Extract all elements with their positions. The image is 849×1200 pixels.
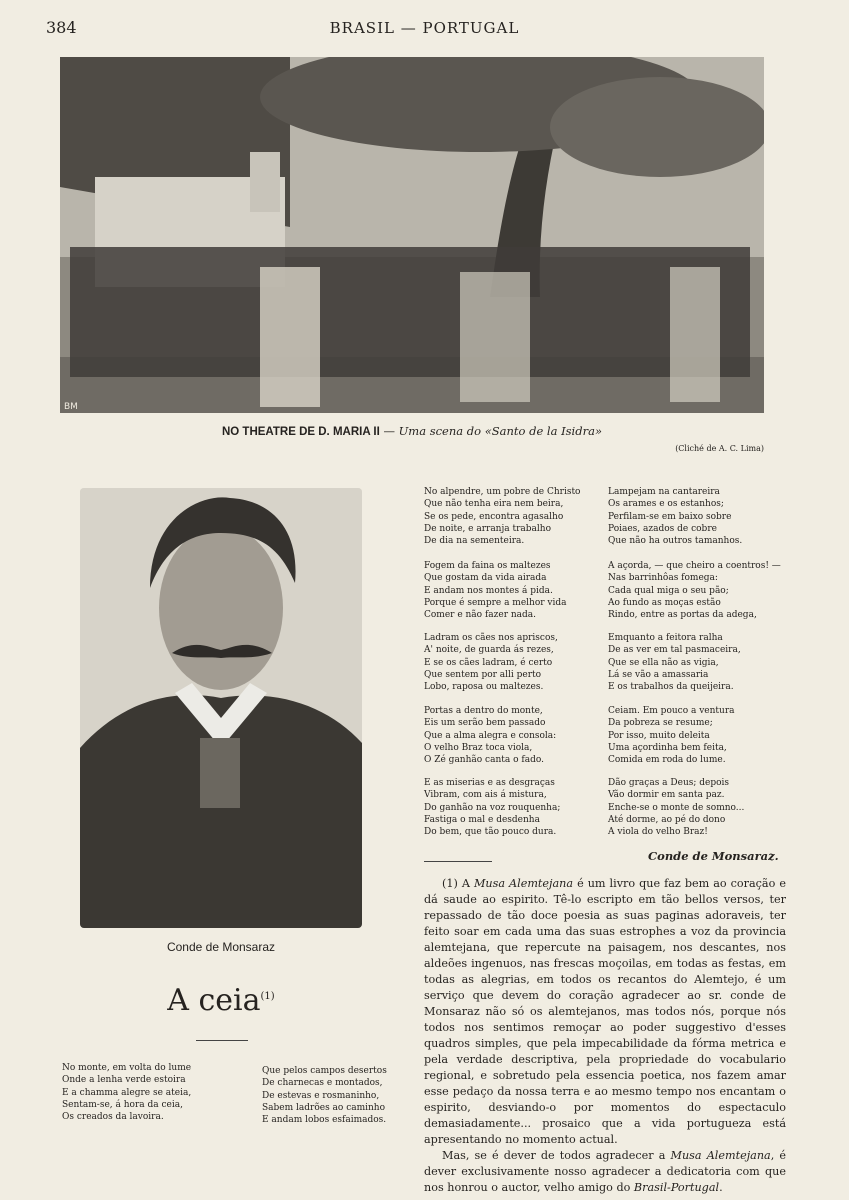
- poem-line: Da pobreza se resume;: [608, 718, 713, 729]
- poem-line: Do ganhão na voz rouquenha;: [424, 802, 561, 813]
- poem-line: Vão dormir em santa paz.: [608, 790, 725, 801]
- poem-line: Porque é sempre a melhor vida: [424, 597, 567, 608]
- footnote-text: (1) A: [442, 877, 474, 890]
- photo-mark: BM: [64, 402, 78, 412]
- footnote-text: , é dever exclusivamente nosso agradecer a dedicatoria com que nos honrou o auctor, velho amigo do: [424, 1149, 787, 1194]
- poem-line: Que pelos campos desertos: [262, 1066, 387, 1076]
- footnote-paragraph-1: [424, 876, 786, 1148]
- poem-line: Sentam-se, á hora da ceia,: [62, 1099, 183, 1110]
- portrait-image: [80, 488, 362, 928]
- poem-line: Que se ella não as vigia,: [608, 657, 719, 668]
- poem-line: Os creados da lavoira.: [62, 1112, 164, 1123]
- poem-line: Até dorme, ao pé do dono: [608, 814, 726, 825]
- poem-line: E andam nos montes á pida.: [424, 585, 553, 596]
- footnote-text: .: [719, 1181, 723, 1194]
- footnote-marker: (1): [260, 991, 275, 1002]
- poem-line: E os trabalhos da queijeira.: [608, 682, 734, 693]
- poem-line: De estevas e rosmaninho,: [262, 1090, 380, 1101]
- stanza-mid-2: [424, 560, 567, 621]
- stanza-right-4: [608, 705, 735, 766]
- poem-line: Portas a dentro do monte,: [424, 706, 543, 716]
- footnote-paragraph-2: [424, 1148, 786, 1196]
- poem-signature: Conde de Monsaraz.: [648, 849, 779, 863]
- stanza-mid-4: [424, 705, 556, 766]
- poem-line: A açorda, — que cheiro a coentros! —: [608, 561, 781, 571]
- poem-line: Lobo, raposa ou maltezes.: [424, 682, 544, 693]
- stanza-left-2: [262, 1065, 387, 1126]
- footnote-text: é um livro que faz bem ao coração e dá saude ao espirito. Tê-lo escripto em tão bellos versos, ter repassado de tão doce poesia as suas paginas adoraveis, ter feito soar em cada uma das suas estrophes a voz da provincia alemtejana, que repercute na paisagem, nos descantes, nos aldeões ingenuos, nas frescas moçoilas, em todas as festas, em todas as alegrias, em todos os recantos do Alemtejo, é um serviço que devem do coração agradecer ao sr. conde de Monsaraz não só os alemtejanos, mas todos nós, porque nós todos nos sentimos remoçar ao poder suggestivo d'esses quadros simples, que pela impecabilidade da fórma metrica e pela verdade descriptiva, pela propriedade do vocabulario regional, e sobretudo pela essencia poetica, nos fazem amar esse pedaço da nossa terra e ao mesmo tempo nos encantam o espirito, desviando-o por momentos do espectaculo demasiadamente... prosaico que a vida portugueza está apresentando no momento actual.: [424, 877, 786, 1146]
- poem-line: Se os pede, encontra agasalho: [424, 511, 564, 522]
- poem-line: Que a alma alegra e consola:: [424, 730, 557, 741]
- poem-line: De noite, e arranja trabalho: [424, 523, 552, 534]
- photo-credit: (Cliché de A. C. Lima): [675, 444, 764, 453]
- stanza-mid-3: [424, 632, 558, 693]
- footnote-divider: [424, 861, 492, 862]
- poem-line: Nas barrinhôas fomega:: [608, 573, 718, 584]
- stanza-mid-5: [424, 777, 560, 838]
- poem-line: Uma açordinha bem feita,: [608, 742, 727, 753]
- caption-dash: —: [379, 424, 399, 438]
- theatre-scene-image: [60, 57, 764, 413]
- poem-line: Vibram, com ais á mistura,: [424, 790, 547, 801]
- poem-title-text: A ceia: [167, 983, 261, 1018]
- theatre-photo-caption: [60, 424, 764, 438]
- page-number: 384: [46, 18, 77, 37]
- poem-line: E se os cães ladram, é certo: [424, 657, 553, 668]
- poem-line: Onde a lenha verde estoira: [62, 1075, 186, 1086]
- poem-line: De as ver em tal pasmaceira,: [608, 645, 741, 656]
- poem-line: Enche-se o monte de somno...: [608, 802, 745, 813]
- poem-line: Fastiga o mal e desdenha: [424, 814, 540, 825]
- poem-title: [80, 983, 362, 1018]
- poem-line: Perfilam-se em baixo sobre: [608, 511, 732, 522]
- poem-line: Ceiam. Em pouco a ventura: [608, 706, 735, 716]
- poem-line: E a chamma alegre se ateia,: [62, 1087, 192, 1098]
- stanza-right-3: [608, 632, 741, 693]
- poem-line: Que gostam da vida airada: [424, 573, 547, 584]
- title-divider: [196, 1040, 248, 1041]
- poem-line: Por isso, muito deleita: [608, 730, 710, 741]
- running-title: BRASIL — PORTUGAL: [329, 19, 520, 37]
- poem-line: Rindo, entre as portas da adega,: [608, 610, 757, 621]
- poem-line: Que não tenha eira nem beira,: [424, 499, 564, 510]
- poem-line: O Zé ganhão canta o fado.: [424, 755, 544, 766]
- poem-line: Eis um serão bem passado: [424, 718, 546, 729]
- poem-line: Que não ha outros tamanhos.: [608, 536, 743, 547]
- footnote: [424, 876, 786, 1196]
- footnote-italic: Brasil-Portugal: [633, 1181, 720, 1194]
- theatre-scene-photo: [60, 57, 764, 413]
- poem-line: Comer e não fazer nada.: [424, 610, 537, 621]
- poem-line: Que sentem por alli perto: [424, 669, 542, 680]
- poem-line: Ao fundo as moças estão: [608, 597, 721, 608]
- portrait-photo: [80, 488, 362, 928]
- footnote-italic: Musa Alemtejana: [473, 877, 574, 890]
- footnote-italic: Musa Alemtejana: [670, 1149, 771, 1162]
- poem-line: Comida em roda do lume.: [608, 755, 726, 766]
- caption-bold: NO THEATRE DE D. MARIA II: [221, 426, 380, 438]
- poem-line: Ladram os cães nos apriscos,: [424, 633, 558, 643]
- footnote-text: Mas, se é dever de todos agradecer a: [442, 1149, 671, 1162]
- poem-line: Emquanto a feitora ralha: [608, 633, 723, 643]
- stanza-right-5: [608, 777, 744, 838]
- stanza-right-2: [608, 560, 781, 621]
- poem-line: Poiaes, azados de cobre: [608, 523, 717, 534]
- poem-line: No alpendre, um pobre de Christo: [424, 487, 581, 497]
- stanza-left-1: [62, 1062, 191, 1123]
- poem-line: Cada qual miga o seu pão;: [608, 585, 729, 596]
- caption-italic: Uma scena do «Santo de la Isidra»: [398, 424, 602, 438]
- poem-line: A viola do velho Braz!: [608, 827, 708, 838]
- stanza-right-1: [608, 486, 742, 547]
- poem-line: Sabem ladrões ao caminho: [262, 1102, 386, 1113]
- poem-line: Os arames e os estanhos;: [608, 499, 724, 510]
- poem-line: No monte, em volta do lume: [62, 1063, 192, 1073]
- poem-line: A' noite, de guarda ás rezes,: [424, 645, 554, 656]
- poem-line: Lá se vão a amassaria: [608, 669, 709, 680]
- poem-line: Do bem, que tão pouco dura.: [424, 827, 557, 838]
- poem-line: De charnecas e montados,: [262, 1078, 383, 1089]
- poem-line: E as miserias e as desgraças: [424, 778, 555, 788]
- stanza-mid-1: [424, 486, 580, 547]
- poem-line: E andam lobos esfaimados.: [262, 1115, 387, 1126]
- poem-line: Fogem da faina os maltezes: [424, 561, 551, 571]
- poem-line: De dia na sementeira.: [424, 536, 525, 547]
- poem-line: Dão graças a Deus; depois: [608, 778, 730, 788]
- poem-line: O velho Braz toca viola,: [424, 742, 533, 753]
- portrait-caption: Conde de Monsaraz: [166, 940, 276, 954]
- poem-line: Lampejam na cantareira: [608, 487, 720, 497]
